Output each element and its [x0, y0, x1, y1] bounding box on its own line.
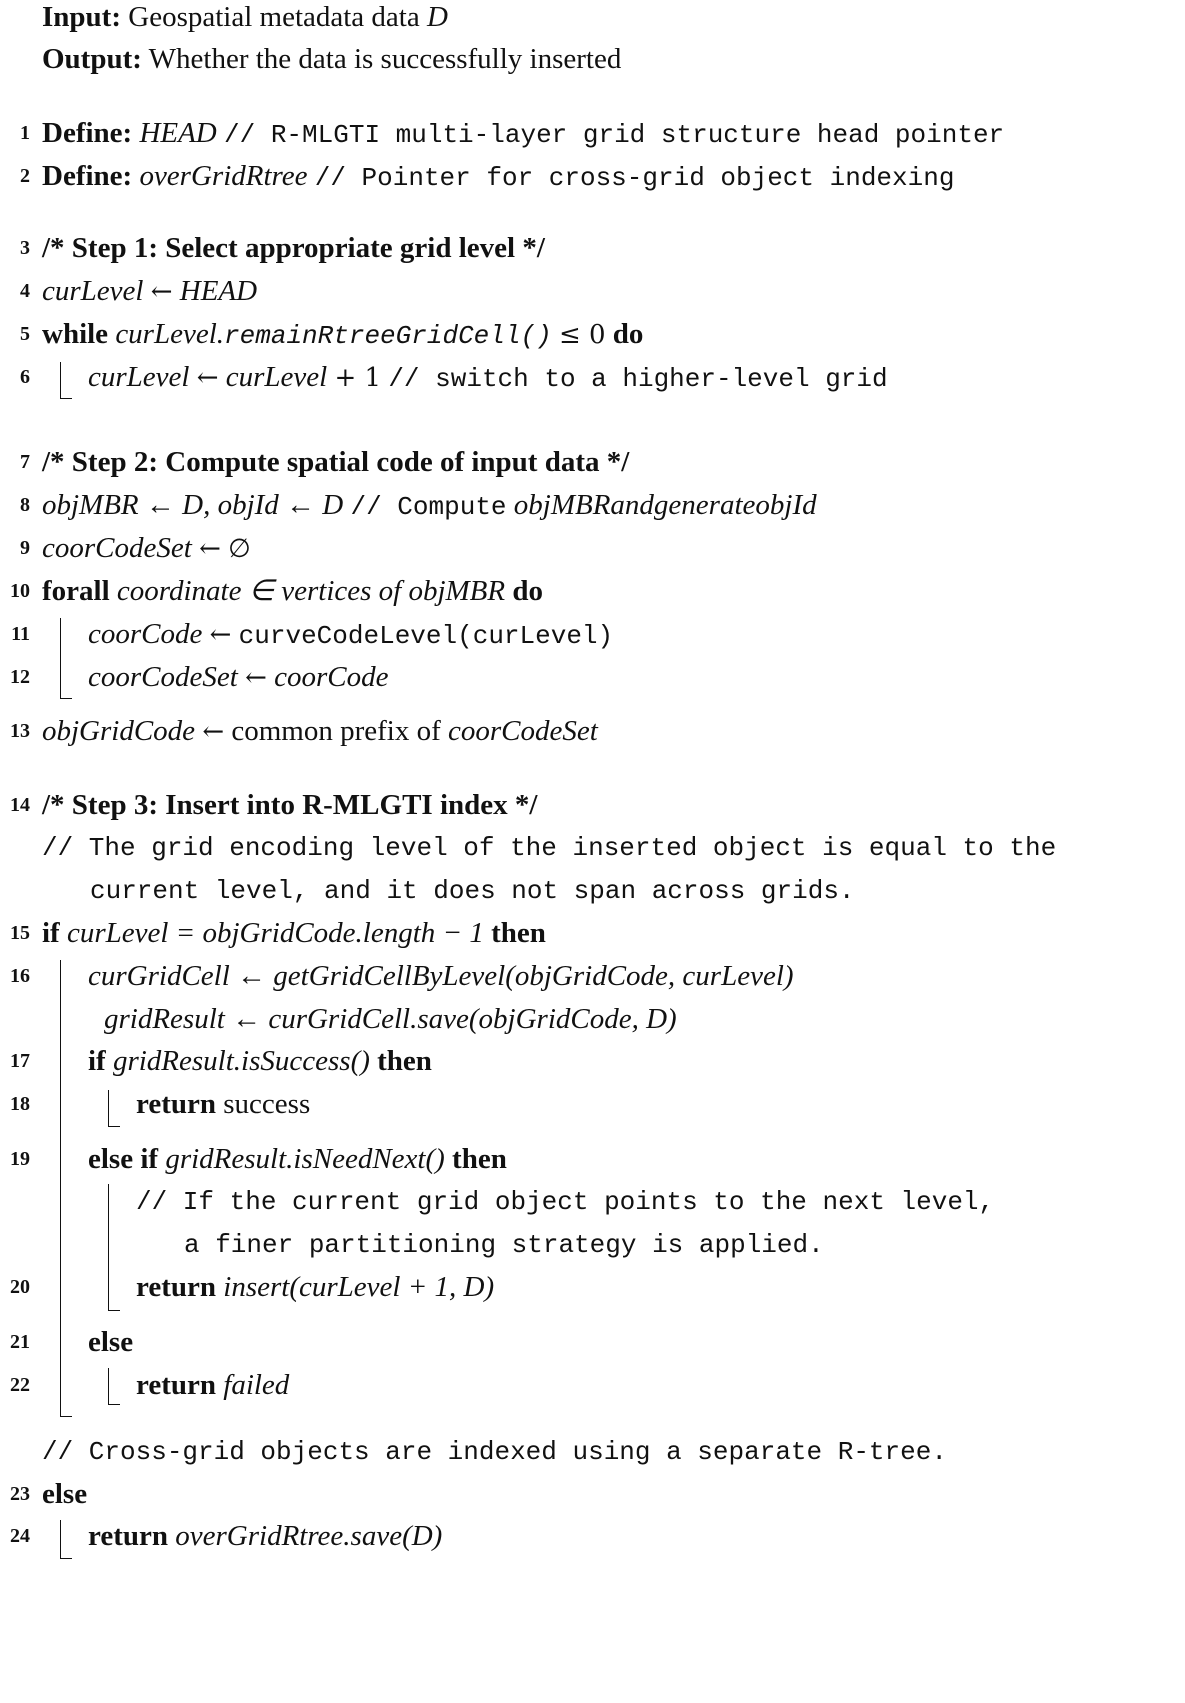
- variable: curLevel.: [115, 318, 225, 350]
- line-number: 20: [10, 1276, 30, 1298]
- variable: HEAD: [139, 117, 217, 149]
- comment: // Compute: [350, 492, 507, 522]
- expression: gridResult.isSuccess(): [112, 1045, 370, 1077]
- line-number: 16: [10, 965, 30, 987]
- keyword: else: [42, 1478, 88, 1510]
- keyword: return: [88, 1520, 169, 1552]
- return-value: success: [223, 1088, 311, 1120]
- input-var: D: [426, 1, 448, 33]
- block-foot: [60, 398, 72, 399]
- step-heading: /* Step 1: Select appropriate grid level */: [42, 232, 545, 264]
- return-value: failed: [223, 1369, 290, 1401]
- comment-italic: objMBRandgenerateobjId: [513, 489, 817, 521]
- text: common prefix of: [231, 715, 441, 747]
- line-number: 4: [20, 280, 30, 302]
- line-number: 19: [10, 1148, 30, 1170]
- comment: a finer partitioning strategy is applied.: [184, 1230, 824, 1260]
- assign-arrow-icon: ←: [199, 534, 221, 564]
- comment: // The grid encoding level of the inserted object is equal to the: [42, 833, 1057, 863]
- line-number: 5: [20, 323, 30, 345]
- variable: curLevel: [88, 361, 190, 393]
- keyword: else: [88, 1326, 134, 1358]
- block-foot: [60, 1416, 72, 1417]
- keyword: Define:: [42, 160, 133, 192]
- line-number: 14: [10, 794, 30, 816]
- keyword: Define:: [42, 117, 133, 149]
- line-number: 12: [10, 666, 30, 688]
- keyword: return: [136, 1369, 217, 1401]
- line-number: 21: [10, 1331, 30, 1353]
- line-number: 10: [10, 580, 30, 602]
- operator: ≤ 0: [558, 320, 606, 350]
- keyword: if: [42, 917, 60, 949]
- comment: current level, and it does not span across grids.: [90, 876, 855, 906]
- block-bar: [60, 618, 61, 698]
- input-text: Geospatial metadata data: [128, 1, 420, 33]
- block-bar: [60, 362, 61, 398]
- expression: gridResult ← curGridCell.save(objGridCode, D): [104, 1003, 677, 1035]
- block-bar: [108, 1184, 109, 1310]
- line-number: 2: [20, 165, 30, 187]
- keyword: forall: [42, 575, 110, 607]
- line-number: 7: [20, 451, 30, 473]
- variable: coorCodeSet: [88, 661, 238, 693]
- line-number: 15: [10, 922, 30, 944]
- expression: coordinate ∈ vertices of objMBR: [116, 575, 506, 607]
- variable: coorCodeSet: [42, 532, 192, 564]
- line-number: 17: [10, 1050, 30, 1072]
- operator: + 1: [334, 363, 382, 393]
- comment: // Cross-grid objects are indexed using a separate R-tree.: [42, 1437, 947, 1467]
- keyword: then: [377, 1045, 432, 1077]
- output-text: Whether the data is successfully inserted: [148, 43, 622, 75]
- comment: // If the current grid object points to the next level,: [136, 1187, 995, 1217]
- method-call: remainRtreeGridCell(): [224, 321, 552, 351]
- expression: overGridRtree.save(D): [175, 1520, 443, 1552]
- line-number: 22: [10, 1374, 30, 1396]
- line-number: 8: [20, 494, 30, 516]
- keyword: then: [452, 1143, 507, 1175]
- comment: // R-MLGTI multi-layer grid structure head pointer: [224, 120, 1005, 150]
- function-call: curveCodeLevel(curLevel): [238, 621, 614, 651]
- block-bar: [60, 1520, 61, 1558]
- line-number: 3: [20, 237, 30, 259]
- line-number: 9: [20, 537, 30, 559]
- keyword: do: [512, 575, 543, 607]
- assign-arrow-icon: ←: [202, 717, 225, 747]
- output-label: Output:: [42, 43, 142, 75]
- line-number: 24: [10, 1525, 30, 1547]
- keyword: while: [42, 318, 109, 350]
- line-number: 23: [10, 1483, 30, 1505]
- line-number: 11: [11, 623, 30, 645]
- expression: objMBR ← D, objId ← D: [42, 489, 344, 521]
- block-bar: [60, 960, 61, 1416]
- assign-arrow-icon: ←: [245, 663, 267, 693]
- keyword: else if: [88, 1143, 159, 1175]
- empty-set-icon: ∅: [228, 534, 251, 564]
- step-heading: /* Step 3: Insert into R-MLGTI index */: [42, 789, 538, 821]
- variable: objGridCode: [42, 715, 196, 747]
- variable: curLevel: [42, 275, 144, 307]
- keyword: if: [88, 1045, 106, 1077]
- block-foot: [60, 698, 72, 699]
- variable: overGridRtree: [139, 160, 308, 192]
- variable: HEAD: [179, 275, 258, 307]
- variable: coorCode: [88, 618, 203, 650]
- assign-arrow-icon: ←: [196, 363, 219, 393]
- block-foot: [60, 1558, 72, 1559]
- block-bar: [108, 1090, 109, 1126]
- line-number: 6: [20, 366, 30, 388]
- variable: curLevel: [225, 361, 328, 393]
- block-foot: [108, 1404, 120, 1405]
- step-heading: /* Step 2: Compute spatial code of input data */: [42, 446, 630, 478]
- keyword: return: [136, 1271, 217, 1303]
- keyword: return: [136, 1088, 217, 1120]
- comment: // Pointer for cross-grid object indexing: [314, 163, 955, 193]
- assign-arrow-icon: ←: [150, 277, 173, 307]
- assign-arrow-icon: ←: [209, 620, 232, 650]
- block-bar: [108, 1368, 109, 1404]
- line-number: 18: [10, 1093, 30, 1115]
- block-foot: [108, 1310, 120, 1311]
- expression: curLevel = objGridCode.length − 1: [66, 917, 484, 949]
- variable: coorCodeSet: [448, 715, 598, 747]
- line-number: 13: [10, 720, 30, 742]
- line-number: 1: [20, 122, 30, 144]
- keyword: do: [612, 318, 644, 350]
- expression: curGridCell ← getGridCellByLevel(objGridCode, curLevel): [88, 960, 794, 992]
- block-foot: [108, 1126, 120, 1127]
- keyword: then: [491, 917, 546, 949]
- input-label: Input:: [42, 1, 121, 33]
- expression: insert(curLevel + 1, D): [223, 1271, 495, 1303]
- expression: gridResult.isNeedNext(): [165, 1143, 445, 1175]
- comment: // switch to a higher-level grid: [388, 364, 888, 394]
- variable: coorCode: [274, 661, 389, 693]
